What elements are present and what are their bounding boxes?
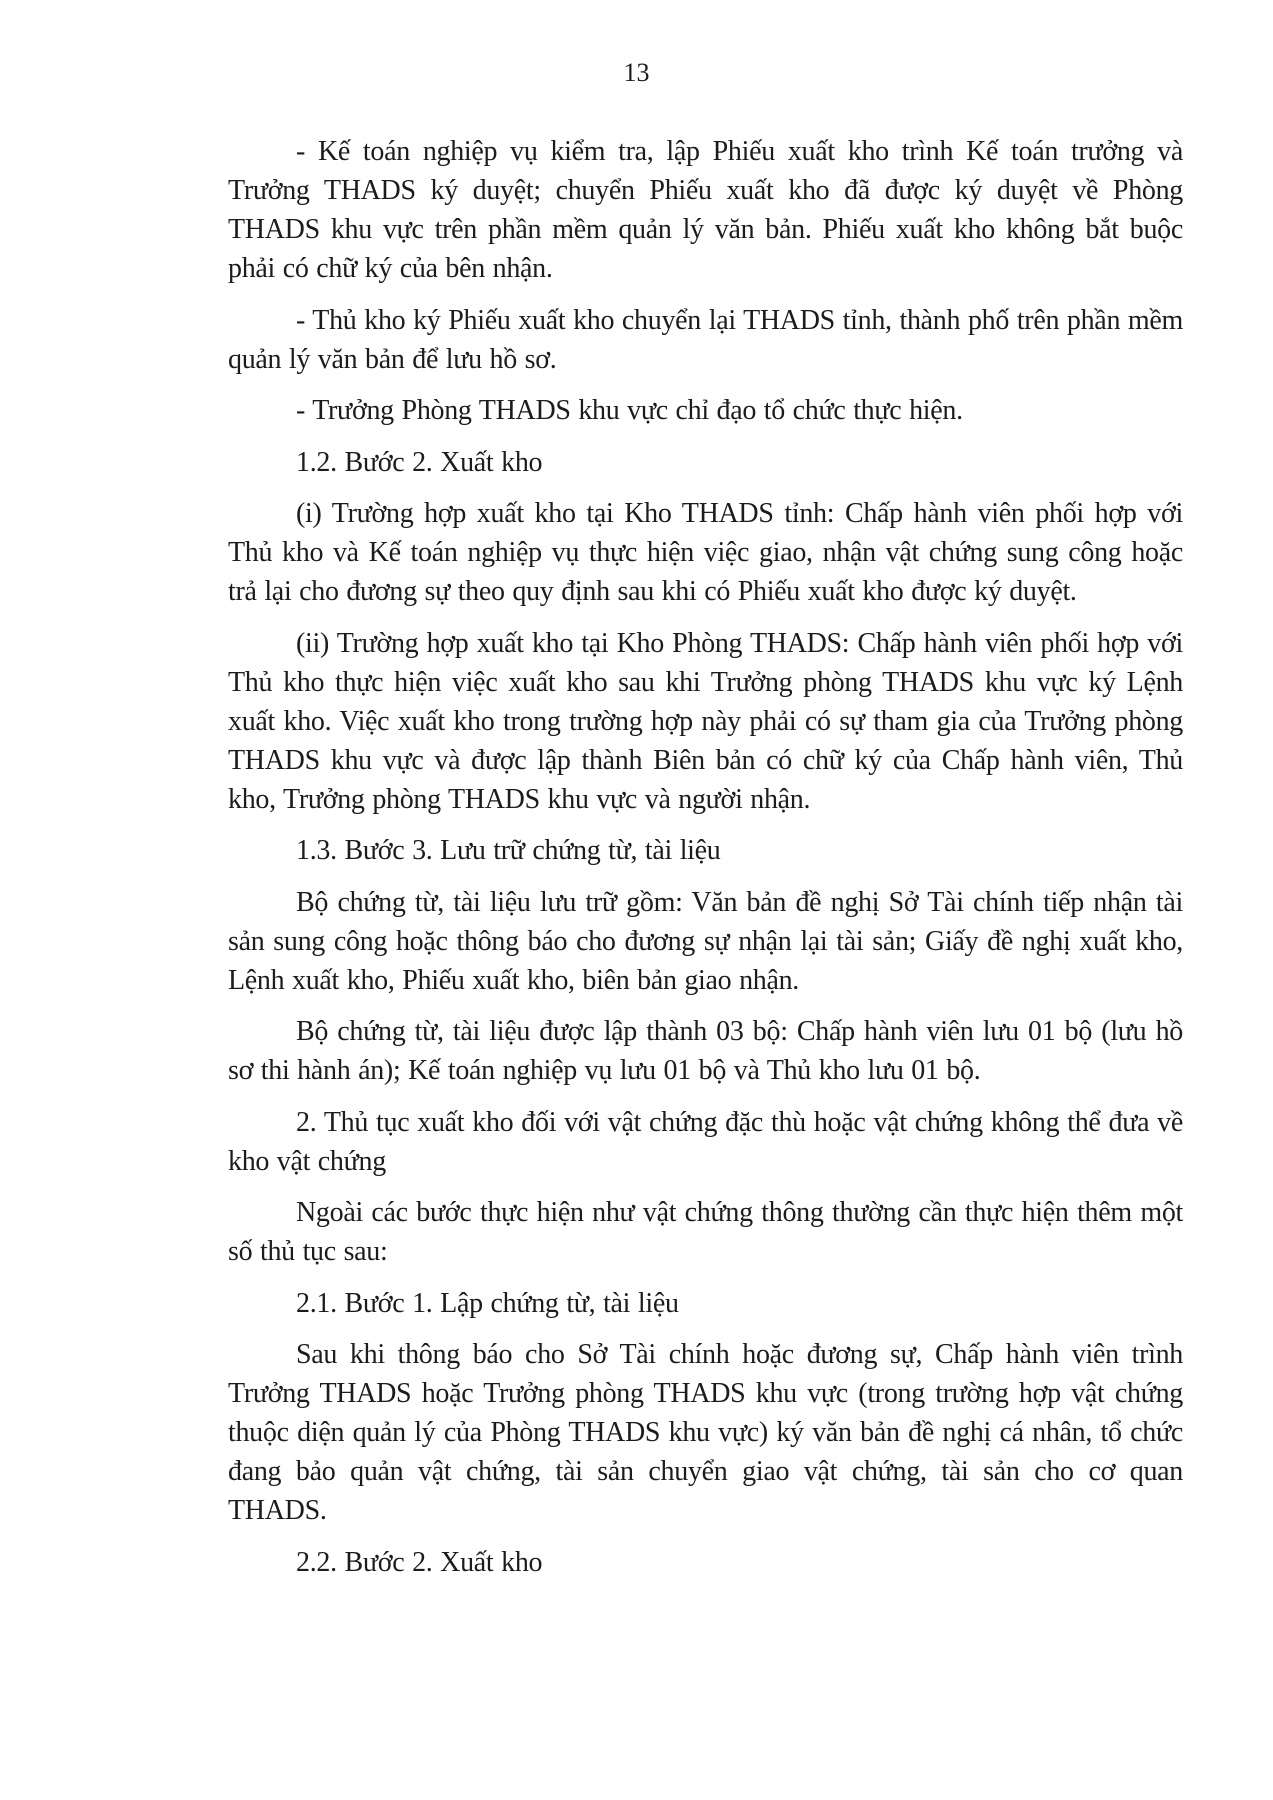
bullet-accountant-check: - Kế toán nghiệp vụ kiểm tra, lập Phiếu xuất kho trình Kế toán trưởng và Trưởng THADS ký duyệt; chuyển Phiếu xuất kho đã được ký duyệt về Phòng THADS khu vực trên phần mềm quản lý văn bản. Phiếu xuất kho không bắt buộc phải có chữ ký của bên nhận. [228, 136, 1183, 284]
section-heading-2-2: 2.2. Bước 2. Xuất kho [296, 1546, 543, 1578]
bullet-storekeeper-sign: - Thủ kho ký Phiếu xuất kho chuyển lại THADS tỉnh, thành phố trên phần mềm quản lý văn bản để lưu hồ sơ. [228, 304, 1183, 375]
paragraph-case-ii: (ii) Trường hợp xuất kho tại Kho Phòng THADS: Chấp hành viên phối hợp với Thủ kho thực hiện việc xuất kho sau khi Trưởng phòng THADS khu vực ký Lệnh xuất kho. Việc xuất kho trong trường hợp này phải có sự tham gia của Trưởng phòng THADS khu vực và được lập thành Biên bản có chữ ký của Chấp hành viên, Thủ kho, Trưởng phòng THADS khu vực và người nhận. [228, 627, 1183, 815]
paragraph-after-notice: Sau khi thông báo cho Sở Tài chính hoặc đương sự, Chấp hành viên trình Trưởng THADS hoặc Trưởng phòng THADS khu vực (trong trường hợp vật chứng thuộc diện quản lý của Phòng THADS khu vực) ký văn bản đề nghị cá nhân, tổ chức đang bảo quản vật chứng, tài sản chuyển giao vật chứng, tài sản cho cơ quan THADS. [228, 1339, 1183, 1526]
section-heading-1-2: 1.2. Bước 2. Xuất kho [296, 446, 543, 478]
paragraph-additional-steps: Ngoài các bước thực hiện như vật chứng thông thường cần thực hiện thêm một số thủ tục sau: [228, 1197, 1183, 1267]
paragraph-document-copies: Bộ chứng từ, tài liệu được lập thành 03 bộ: Chấp hành viên lưu 01 bộ (lưu hồ sơ thi hành án); Kế toán nghiệp vụ lưu 01 bộ và Thủ kho lưu 01 bộ. [228, 1016, 1183, 1086]
document-body [228, 132, 1183, 1594]
section-heading-1-3: 1.3. Bước 3. Lưu trữ chứng từ, tài liệu [296, 835, 721, 866]
paragraph-document-set: Bộ chứng từ, tài liệu lưu trữ gồm: Văn bản đề nghị Sở Tài chính tiếp nhận tài sản sung công hoặc thông báo cho đương sự nhận lại tài sản; Giấy đề nghị xuất kho, Lệnh xuất kho, Phiếu xuất kho, biên bản giao nhận. [228, 886, 1183, 996]
bullet-head-direct: - Trưởng Phòng THADS khu vực chỉ đạo tổ chức thực hiện. [296, 395, 963, 426]
section-heading-2: 2. Thủ tục xuất kho đối với vật chứng đặc thù hoặc vật chứng không thể đưa về kho vật chứng [228, 1106, 1183, 1177]
page-number: 13 [623, 58, 650, 87]
section-heading-2-1: 2.1. Bước 1. Lập chứng từ, tài liệu [296, 1287, 679, 1319]
paragraph-case-i: (i) Trường hợp xuất kho tại Kho THADS tỉnh: Chấp hành viên phối hợp với Thủ kho và Kế toán nghiệp vụ thực hiện việc giao, nhận vật chứng sung công hoặc trả lại cho đương sự theo quy định sau khi có Phiếu xuất kho được ký duyệt. [228, 498, 1183, 607]
